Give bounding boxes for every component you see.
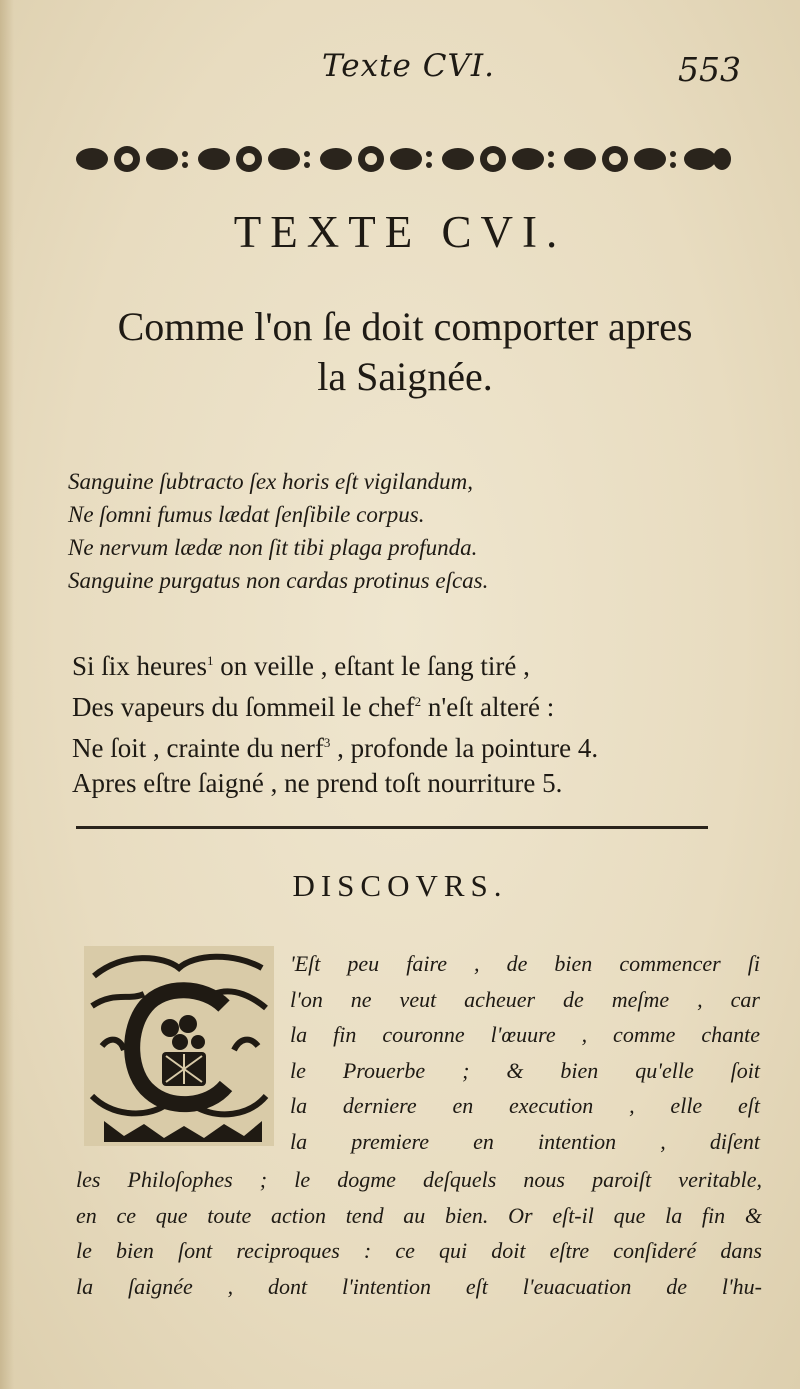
french-verse-line xyxy=(72,643,752,684)
french-verse-line xyxy=(72,725,752,766)
fleuron-ornament xyxy=(76,146,178,172)
discourse-line: le bien ſont reciproques : ce qui doit eſtre conſideré dans xyxy=(76,1238,762,1263)
chapter-title: TEXTE CVI. xyxy=(233,207,567,257)
chapter-subtitle xyxy=(60,302,750,402)
discourse-line: la derniere en execution , elle eſt xyxy=(290,1093,760,1118)
verse-text: 5. xyxy=(535,768,563,798)
discourse-line: la premiere en intention , diſent xyxy=(290,1128,760,1154)
latin-verse-line: Ne ſomni fumus lædat ſenſibile corpus. xyxy=(68,502,425,527)
fleuron-ornament xyxy=(564,146,666,172)
fleuron-ornament xyxy=(684,148,731,170)
verse-text: n'eſt alteré : xyxy=(421,692,555,722)
french-verse xyxy=(72,643,752,801)
latin-verse-line: Ne nervum lædæ non ſit tibi plaga profunda. xyxy=(68,535,478,560)
discourse-line: l'on ne veut acheuer de meſme , car xyxy=(290,986,760,1012)
discourse-line: en ce que toute action tend au bien. Or eſt-il que la fin & xyxy=(76,1202,762,1228)
discourse-paragraph-top xyxy=(290,946,760,1159)
latin-verse-line: Sanguine purgatus non cardas protinus eſcas. xyxy=(68,568,489,593)
discourse-line: la fin couronne l'œuure , comme chante xyxy=(290,1022,760,1047)
verse-text: Si ſix heures xyxy=(72,651,207,681)
footnote-marker: 3 xyxy=(323,735,331,750)
running-header xyxy=(0,48,800,98)
fleuron-ornament-band xyxy=(72,138,732,180)
latin-verse-line: Sanguine ſubtracto ſex horis eſt vigilandum, xyxy=(68,469,474,494)
french-verse-line xyxy=(72,766,752,801)
discourse-line: 'Eſt peu faire , de bien commencer ſi xyxy=(290,951,760,976)
section-rule xyxy=(76,826,708,829)
discourse-line: la ſaignée , dont l'intention eſt l'euacuation de l'hu- xyxy=(76,1273,762,1299)
footnote-marker: 2 xyxy=(414,694,422,709)
footnote-marker: 1 xyxy=(207,653,214,668)
verse-text: Des vapeurs du ſommeil le chef xyxy=(72,692,415,722)
fleuron-ornament xyxy=(198,146,300,172)
discourse-paragraph-full xyxy=(76,1162,762,1304)
chapter-subtitle-line: Comme l'on ſe doit comporter apres xyxy=(117,304,693,349)
fleuron-ornament xyxy=(320,146,422,172)
discourse-line: les Philoſophes ; le dogme deſquels nous paroiſt veritable, xyxy=(76,1167,762,1192)
latin-verse xyxy=(68,465,748,597)
decorated-initial-c-icon xyxy=(84,946,274,1146)
french-verse-line xyxy=(72,684,752,725)
section-heading: DISCOVRS. xyxy=(292,868,508,903)
fleuron-ornament xyxy=(442,146,544,172)
running-title: Texte CVI. xyxy=(322,48,495,84)
verse-text: Ne ſoit , crainte du nerf xyxy=(72,733,324,763)
verse-text: on veille , eſtant le ſang tiré , xyxy=(213,651,530,681)
page-number: 553 xyxy=(678,50,741,89)
verse-text: Apres eſtre ſaigné , ne prend toſt nourriture xyxy=(72,768,536,798)
chapter-subtitle-line: la Saignée. xyxy=(317,354,493,399)
verse-text: , profonde la pointure 4. xyxy=(330,733,599,763)
discourse-line: le Prouerbe ; & bien qu'elle ſoit xyxy=(290,1057,760,1083)
